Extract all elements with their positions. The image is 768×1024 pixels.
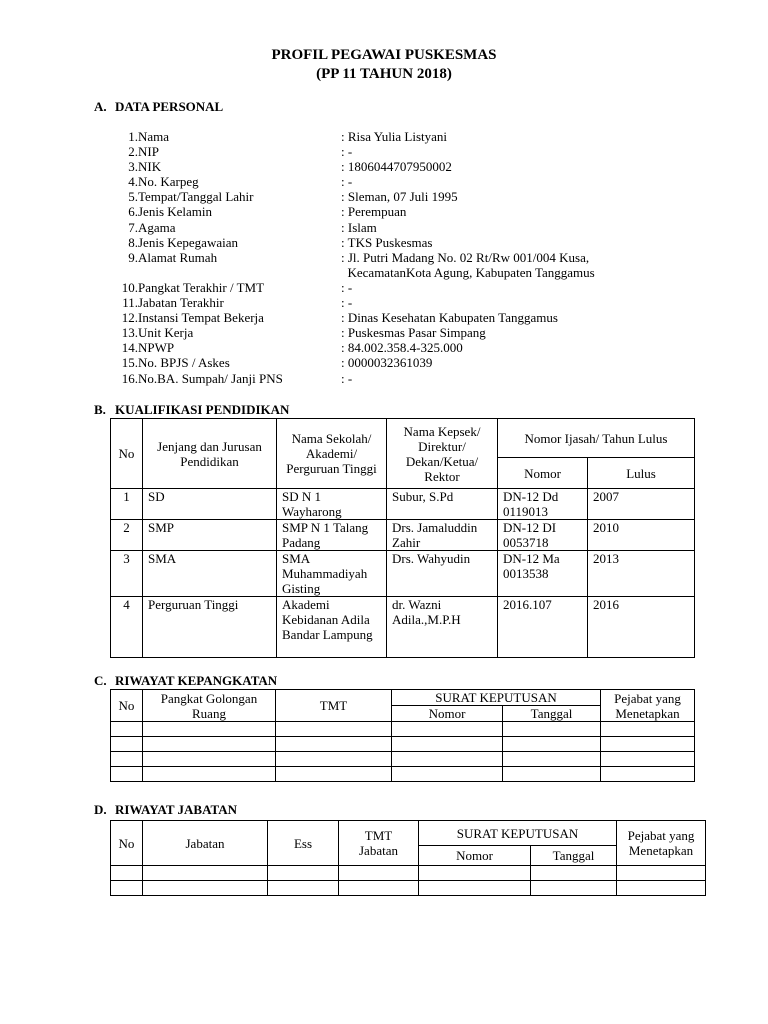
rank-history-table: [110, 689, 695, 782]
cell-sekolah: Akademi Kebidanan Adila Bandar Lampung: [277, 597, 387, 658]
position-header-row: [111, 821, 706, 846]
header-ess: Ess: [268, 821, 339, 866]
section-b-title: KUALIFIKASI PENDIDIKAN: [115, 402, 290, 417]
header-tmt: TMT: [276, 690, 392, 722]
position-history-table: [110, 820, 706, 896]
item-value: : Islam: [341, 219, 377, 235]
rank-header-row: [111, 690, 695, 706]
table-row: [111, 866, 706, 881]
item-number: 3.: [128, 159, 138, 175]
item-value: : -: [341, 144, 353, 160]
cell-nomor: 2016.107: [498, 597, 588, 658]
item-number: 2.: [128, 144, 138, 160]
cell-nomor: DN-12 Dd 0119013: [498, 489, 588, 520]
item-label: Nama: [138, 129, 170, 144]
header-no: No: [111, 419, 143, 489]
item-number: 9.: [128, 249, 138, 265]
item-label: Pangkat Terakhir / TMT: [138, 279, 265, 295]
item-label: Jenis Kelamin: [138, 204, 213, 220]
header-sekolah: Nama Sekolah/ Akademi/ Perguruan Tinggi: [277, 419, 387, 489]
table-row: [111, 551, 695, 597]
section-d-title: RIWAYAT JABATAN: [115, 802, 237, 817]
item-value: : -: [341, 174, 353, 190]
item-label: Jenis Kepegawaian: [138, 234, 238, 250]
header-surat-keputusan: SURAT KEPUTUSAN: [392, 690, 601, 706]
item-number: 5.: [128, 189, 138, 205]
cell-lulus: 2016: [588, 597, 695, 658]
item-label: NIP: [138, 144, 159, 160]
cell-lulus: 2013: [588, 551, 695, 597]
item-value: : TKS Puskesmas: [341, 234, 433, 250]
item-label: No. Karpeg: [138, 174, 199, 190]
item-number: 4.: [128, 174, 138, 190]
item-value: : -: [341, 370, 353, 386]
item-number: 13.: [121, 325, 138, 341]
item-value: : Perempuan: [341, 204, 407, 220]
item-number: 1.: [128, 129, 138, 144]
item-number: 10.: [121, 279, 138, 295]
item-number: 14.: [121, 340, 138, 356]
item-number: 7.: [128, 219, 138, 235]
cell-jenjang: Perguruan Tinggi: [143, 597, 277, 658]
cell-jenjang: SMA: [143, 551, 277, 597]
header-surat-keputusan: SURAT KEPUTUSAN: [419, 821, 617, 846]
table-row: [111, 597, 695, 658]
section-a-letter: A.: [94, 99, 107, 114]
item-number: 15.: [121, 355, 138, 371]
cell-no: 4: [111, 597, 143, 658]
header-tmt-jabatan: TMT Jabatan: [339, 821, 419, 866]
cell-no: 2: [111, 520, 143, 551]
header-jabatan: Jabatan: [143, 821, 268, 866]
header-jenjang: Jenjang dan Jurusan Pendidikan: [143, 419, 277, 489]
section-d-letter: D.: [94, 802, 107, 817]
item-number: 8.: [128, 234, 138, 250]
cell-kepsek: dr. Wazni Adila.,M.P.H: [387, 597, 498, 658]
education-header-row: [111, 419, 695, 458]
document-subtitle: (PP 11 TAHUN 2018): [316, 66, 452, 82]
header-pangkat: Pangkat Golongan Ruang: [143, 690, 276, 722]
item-number: 12.: [121, 310, 138, 326]
item-value: : -: [341, 295, 353, 311]
header-pejabat: Pejabat yang Menetapkan: [601, 690, 695, 722]
item-value: : -: [341, 279, 353, 295]
document-title: PROFIL PEGAWAI PUSKESMAS: [271, 47, 497, 63]
item-label: No.BA. Sumpah/ Janji PNS: [138, 370, 283, 386]
item-value: : Dinas Kesehatan Kabupaten Tanggamus: [341, 310, 558, 326]
header-tanggal: Tanggal: [531, 846, 617, 866]
cell-lulus: 2010: [588, 520, 695, 551]
cell-no: 1: [111, 489, 143, 520]
item-value: : 84.002.358.4-325.000: [341, 340, 463, 356]
cell-nomor: DN-12 Ma 0013538: [498, 551, 588, 597]
table-row: [111, 752, 695, 767]
section-d-heading: [94, 802, 237, 817]
cell-jenjang: SD: [143, 489, 277, 520]
item-label: Jabatan Terakhir: [138, 295, 224, 311]
table-row: [111, 737, 695, 752]
header-kepsek: Nama Kepsek/ Direktur/ Dekan/Ketua/ Rektor: [387, 419, 498, 489]
cell-sekolah: SMA Muhammadiyah Gisting: [277, 551, 387, 597]
item-label: Instansi Tempat Bekerja: [138, 310, 264, 326]
cell-kepsek: Drs. Jamaluddin Zahir: [387, 520, 498, 551]
header-pejabat: Pejabat yang Menetapkan: [617, 821, 706, 866]
cell-kepsek: Subur, S.Pd: [387, 489, 498, 520]
cell-lulus: 2007: [588, 489, 695, 520]
item-number: 11.: [122, 295, 138, 311]
table-row: [111, 881, 706, 896]
table-row: [111, 520, 695, 551]
header-nomor: Nomor: [419, 846, 531, 866]
item-value: : Jl. Putri Madang No. 02 Rt/Rw 001/004 Kusa,: [341, 249, 590, 265]
cell-nomor: DN-12 DI 0053718: [498, 520, 588, 551]
header-nomor: Nomor: [392, 706, 503, 722]
item-value: : Puskesmas Pasar Simpang: [341, 325, 486, 341]
cell-jenjang: SMP: [143, 520, 277, 551]
table-row: [111, 722, 695, 737]
cell-sekolah: SMP N 1 Talang Padang: [277, 520, 387, 551]
item-value: : 1806044707950002: [341, 159, 452, 175]
section-c-heading: [94, 673, 277, 688]
item-label: Tempat/Tanggal Lahir: [138, 189, 254, 205]
cell-sekolah: SD N 1 Wayharong: [277, 489, 387, 520]
header-nomor: Nomor: [498, 458, 588, 489]
item-label: NIK: [138, 159, 162, 175]
table-row: [111, 767, 695, 782]
header-ijasah: Nomor Ijasah/ Tahun Lulus: [498, 419, 695, 458]
item-label: Alamat Rumah: [138, 249, 218, 265]
section-c-letter: C.: [94, 673, 107, 688]
table-row: [111, 489, 695, 520]
item-value: : 0000032361039: [341, 355, 433, 371]
item-label: NPWP: [138, 340, 175, 356]
header-tanggal: Tanggal: [503, 706, 601, 722]
item-label: Agama: [138, 219, 176, 235]
section-a-title: DATA PERSONAL: [115, 99, 224, 114]
item-number: 16.: [121, 370, 138, 386]
item-label: No. BPJS / Askes: [138, 355, 230, 371]
item-value: : Sleman, 07 Juli 1995: [341, 189, 458, 205]
cell-no: 3: [111, 551, 143, 597]
education-table: [110, 418, 695, 658]
section-b-heading: [94, 402, 289, 417]
header-lulus: Lulus: [588, 458, 695, 489]
item-number: 6.: [128, 204, 138, 220]
item-label: Unit Kerja: [138, 325, 194, 341]
item-value: : Risa Yulia Listyani: [341, 129, 448, 144]
cell-kepsek: Drs. Wahyudin: [387, 551, 498, 597]
section-a-heading: [94, 99, 223, 114]
header-no: No: [111, 821, 143, 866]
item-value: KecamatanKota Agung, Kabupaten Tanggamus: [341, 264, 595, 280]
section-b-letter: B.: [94, 402, 106, 417]
section-c-title: RIWAYAT KEPANGKATAN: [115, 673, 278, 688]
header-no: No: [111, 690, 143, 722]
